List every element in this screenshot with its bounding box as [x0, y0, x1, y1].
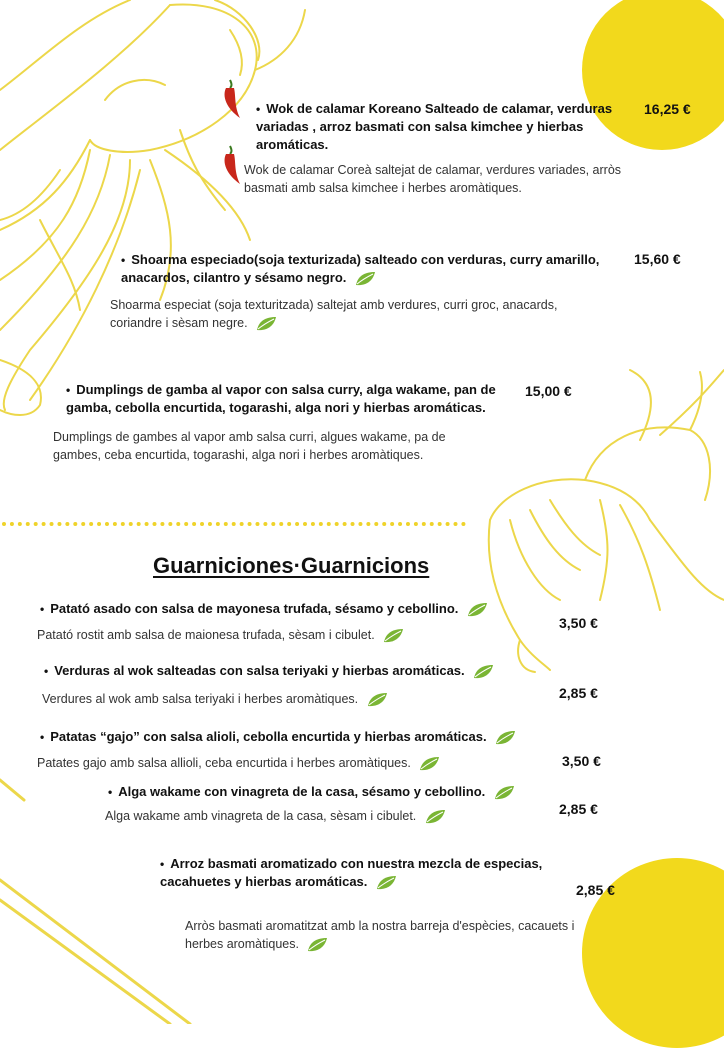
leaf-icon: [354, 271, 376, 287]
leaf-icon: [306, 937, 328, 953]
bullet: •: [40, 602, 45, 616]
chili-icon: [220, 144, 242, 186]
dish-description: Wok de calamar Coreà saltejat de calamar, verdures variades, arròs basmati amb salsa kimchee i herbes aromàtiques.: [244, 163, 622, 195]
bullet: •: [40, 730, 45, 744]
prawn-illustration: [489, 370, 724, 672]
side-title: • Patatas “gajo” con salsa alioli, cebolla encurtida y hierbas aromáticas.: [40, 728, 540, 746]
side-price: 2,85 €: [559, 685, 598, 701]
bullet: •: [44, 664, 49, 678]
dish-description: Shoarma especiat (soja texturitzada) saltejat amb verdures, curri groc, anacards, coriandre i sèsam negre.: [110, 298, 558, 330]
side-description: Alga wakame amb vinagreta de la casa, sèsam i cibulet.: [105, 807, 505, 825]
leaf-icon: [424, 809, 446, 825]
side-price: 2,85 €: [559, 801, 598, 817]
bullet: •: [66, 383, 71, 397]
dotted-divider: [2, 522, 466, 526]
leaf-icon: [472, 664, 494, 680]
dish-title: • Wok de calamar Koreano Salteado de calamar, verduras variadas , arroz basmati con salsa kimchee y hierbas aromáticas.: [256, 101, 613, 152]
side-description: Arròs basmati aromatitzat amb la nostra barreja d'espècies, cacauets i herbes aromàtiques.: [185, 919, 575, 951]
bullet: •: [160, 857, 165, 871]
dish-description: Dumplings de gambes al vapor amb salsa curri, algues wakame, pa de gambes, ceba encurtida, togarashi, alga nori i herbes aromàtiques.: [53, 430, 446, 462]
dish-price: 15,60 €: [634, 251, 681, 267]
section-title: Guarniciones·Guarnicions: [153, 553, 430, 578]
leaf-icon: [366, 692, 388, 708]
leaf-icon: [494, 730, 516, 746]
side-title: • Arroz basmati aromatizado con nuestra mezcla de especias, cacahuetes y hierbas aromáticas.: [160, 856, 543, 889]
side-description: Patates gajo amb salsa allioli, ceba encurtida i herbes aromàtiques.: [37, 754, 477, 772]
side-title: • Verduras al wok salteadas con salsa teriyaki y hierbas aromáticas.: [44, 662, 524, 680]
leaf-icon: [382, 628, 404, 644]
bullet: •: [121, 253, 126, 267]
bullet: •: [108, 785, 113, 799]
leaf-icon: [255, 316, 277, 332]
side-description: Verdures al wok amb salsa teriyaki i herbes aromàtiques.: [42, 690, 462, 708]
side-title: • Patató asado con salsa de mayonesa trufada, sésamo y cebollino.: [40, 600, 520, 618]
side-price: 3,50 €: [559, 615, 598, 631]
leaf-icon: [466, 602, 488, 618]
dish-price: 16,25 €: [644, 101, 691, 117]
side-description: Patató rostit amb salsa de maionesa trufada, sèsam i cibulet.: [37, 626, 457, 644]
side-title: • Alga wakame con vinagreta de la casa, sésamo y cebollino.: [108, 783, 548, 801]
chili-icon: [220, 78, 242, 120]
side-price: 2,85 €: [576, 882, 615, 898]
leaf-icon: [375, 875, 397, 891]
dish-title: • Shoarma especiado(soja texturizada) salteado con verduras, curry amarillo, anacardos, cilantro y sésamo negro.: [121, 252, 600, 285]
dish-price: 15,00 €: [525, 383, 572, 399]
dish-title: • Dumplings de gamba al vapor con salsa curry, alga wakame, pan de gamba, cebolla encurtida, togarashi, alga nori y hierbas aromáticas.: [66, 382, 496, 415]
bullet: •: [256, 102, 261, 116]
squid-illustration: [0, 0, 305, 415]
side-price: 3,50 €: [562, 753, 601, 769]
leaf-icon: [493, 785, 515, 801]
leaf-icon: [418, 756, 440, 772]
